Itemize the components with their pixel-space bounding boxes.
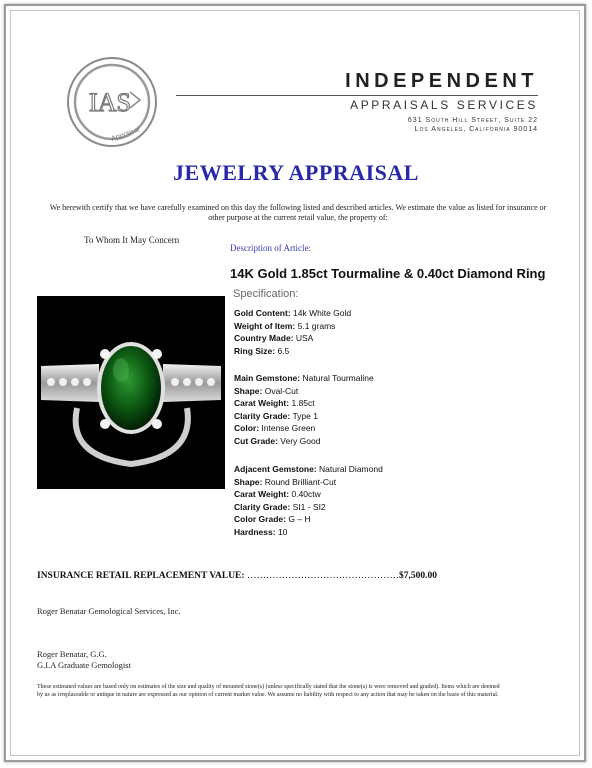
spec-row <box>234 410 374 423</box>
main-gemstone-specs <box>234 372 374 448</box>
spec-row <box>234 345 351 358</box>
spec-row <box>234 332 351 345</box>
logo-text: IAS <box>89 88 131 117</box>
company-subtitle: APPRAISALS SERVICES <box>350 98 538 112</box>
spec-row <box>234 526 383 539</box>
valuation-line <box>37 571 437 581</box>
document-title: JEWELRY APPRAISAL <box>173 160 419 185</box>
spec-value: Round Brilliant-Cut <box>264 476 337 487</box>
spec-value: 10 <box>277 526 288 537</box>
spec-value: 14k White Gold <box>293 308 352 318</box>
spec-row <box>234 372 374 385</box>
valuation-leader: ………………………………………… <box>246 571 399 581</box>
spec-value: 0.40ctw <box>291 489 321 500</box>
header-divider <box>176 95 538 96</box>
spec-label: Gold Content: <box>234 308 291 318</box>
disclaimer-text: These estimated values are based only on estimates of the size and quality of mounted stone(s) (unless specifically stated that the stone(s) is were removed and graded). Items which are deemed by us as irreplaceable or antique in nature are expressed as our opinion of current market value. We assume no liability with respect to any action that may be taken on the basis of this material. <box>37 684 500 698</box>
spec-label: Shape: <box>234 385 263 396</box>
spec-value: Natural Diamond <box>319 464 383 474</box>
spec-row <box>234 501 383 514</box>
spec-value: Very Good <box>280 435 321 446</box>
valuation-amount: $7,500.00 <box>398 571 437 581</box>
spec-label: Shape: <box>234 476 263 487</box>
spec-label: Ring Size: <box>234 345 276 356</box>
spec-row <box>234 435 374 448</box>
owner-name: To Whom It May Concern <box>84 235 180 245</box>
item-title: 14K Gold 1.85ct Tourmaline & 0.40ct Diamond Ring <box>230 266 546 281</box>
ias-logo-seal <box>66 56 158 148</box>
spec-value: G – H <box>288 514 311 525</box>
spec-value: USA <box>295 333 314 344</box>
spec-row <box>234 385 374 398</box>
metal-specs <box>234 307 351 357</box>
spec-value: 1.85ct <box>291 398 315 409</box>
spec-label: Hardness: <box>234 526 276 537</box>
spec-row <box>234 307 351 320</box>
spec-value: SI1 - SI2 <box>292 501 326 512</box>
spec-row <box>234 422 374 435</box>
ring-photo <box>37 296 225 489</box>
spec-label: Weight of Item: <box>234 320 296 331</box>
spec-value: Oval-Cut <box>264 385 299 396</box>
spec-label: Color Grade: <box>234 514 286 525</box>
address-line-2: Los Angeles, California 90014 <box>414 126 538 133</box>
spec-label: Cut Grade: <box>234 435 278 446</box>
spec-value: 5.1 grams <box>297 320 336 331</box>
spec-value: 6.5 <box>277 345 290 356</box>
specification-label: Specification: <box>233 288 299 300</box>
spec-label: Carat Weight: <box>234 398 290 409</box>
signer-name: Roger Benatar, G.G. <box>37 649 107 659</box>
spec-value: Intense Green <box>261 423 316 434</box>
spec-label: Country Made: <box>234 333 294 344</box>
spec-label: Clarity Grade: <box>234 410 291 421</box>
spec-value: Natural Tourmaline <box>302 373 374 383</box>
signer-title: G.I.A Graduate Gemologist <box>37 660 131 670</box>
spec-label: Main Gemstone: <box>234 373 301 383</box>
spec-value: Type 1 <box>292 410 318 421</box>
logo-subtext: Appraisal <box>110 126 141 143</box>
spec-row <box>234 488 383 501</box>
spec-row <box>234 476 383 489</box>
certification-text: We herewith certify that we have carefully examined on this day the following listed and described articles. We estimate the value as listed for insurance or other purpose at the current retail value, the property of: <box>49 203 547 222</box>
spec-row <box>234 463 383 476</box>
adjacent-gemstone-specs <box>234 463 383 539</box>
spec-row <box>234 320 351 333</box>
spec-label: Clarity Grade: <box>234 501 291 512</box>
spec-row <box>234 513 383 526</box>
description-label: Description of Article: <box>230 243 311 253</box>
company-name: INDEPENDENT <box>345 70 538 92</box>
address-line-1: 631 South Hill Street, Suite 22 <box>407 117 538 124</box>
valuation-label: INSURANCE RETAIL REPLACEMENT VALUE: <box>37 571 245 581</box>
appraiser-company: Roger Benatar Gemological Services, Inc. <box>37 606 181 616</box>
spec-label: Color: <box>234 423 260 434</box>
spec-label: Adjacent Gemstone: <box>234 464 317 474</box>
spec-label: Carat Weight: <box>234 489 290 500</box>
spec-row <box>234 397 374 410</box>
signature-block <box>37 649 131 671</box>
